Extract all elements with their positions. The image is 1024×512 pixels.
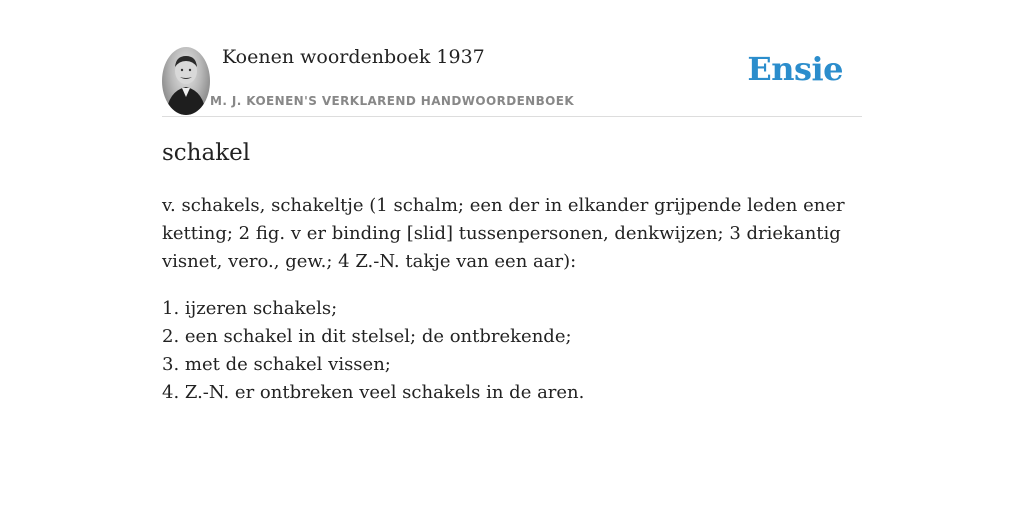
page-header xyxy=(162,0,862,117)
entry-definition: v. schakels, schakeltje (1 schalm; een der in elkander grijpende leden ener ketting; 2 fig. v er binding [slid] tussenpersonen, denkwijzen; 3 driekantig visnet, vero., gew.; 4 Z.-N. takje van een aar): xyxy=(162,195,845,272)
entry-headword: schakel xyxy=(162,140,251,166)
ensie-logo-link[interactable]: Ensie xyxy=(747,50,843,88)
example-item: 1. ijzeren schakels; xyxy=(162,298,338,319)
example-item: 3. met de schakel vissen; xyxy=(162,354,391,375)
page-container xyxy=(162,0,862,403)
book-title[interactable]: Koenen woordenboek 1937 xyxy=(222,46,485,68)
example-item: 2. een schakel in dit stelsel; de ontbrekende; xyxy=(162,326,572,347)
example-item: 4. Z.-N. er ontbreken veel schakels in de aren. xyxy=(162,382,585,403)
example-list xyxy=(162,295,862,407)
book-subtitle: M. J. KOENEN'S VERKLAREND HANDWOORDENBOEK xyxy=(210,94,575,108)
author-portrait-icon xyxy=(162,47,210,115)
